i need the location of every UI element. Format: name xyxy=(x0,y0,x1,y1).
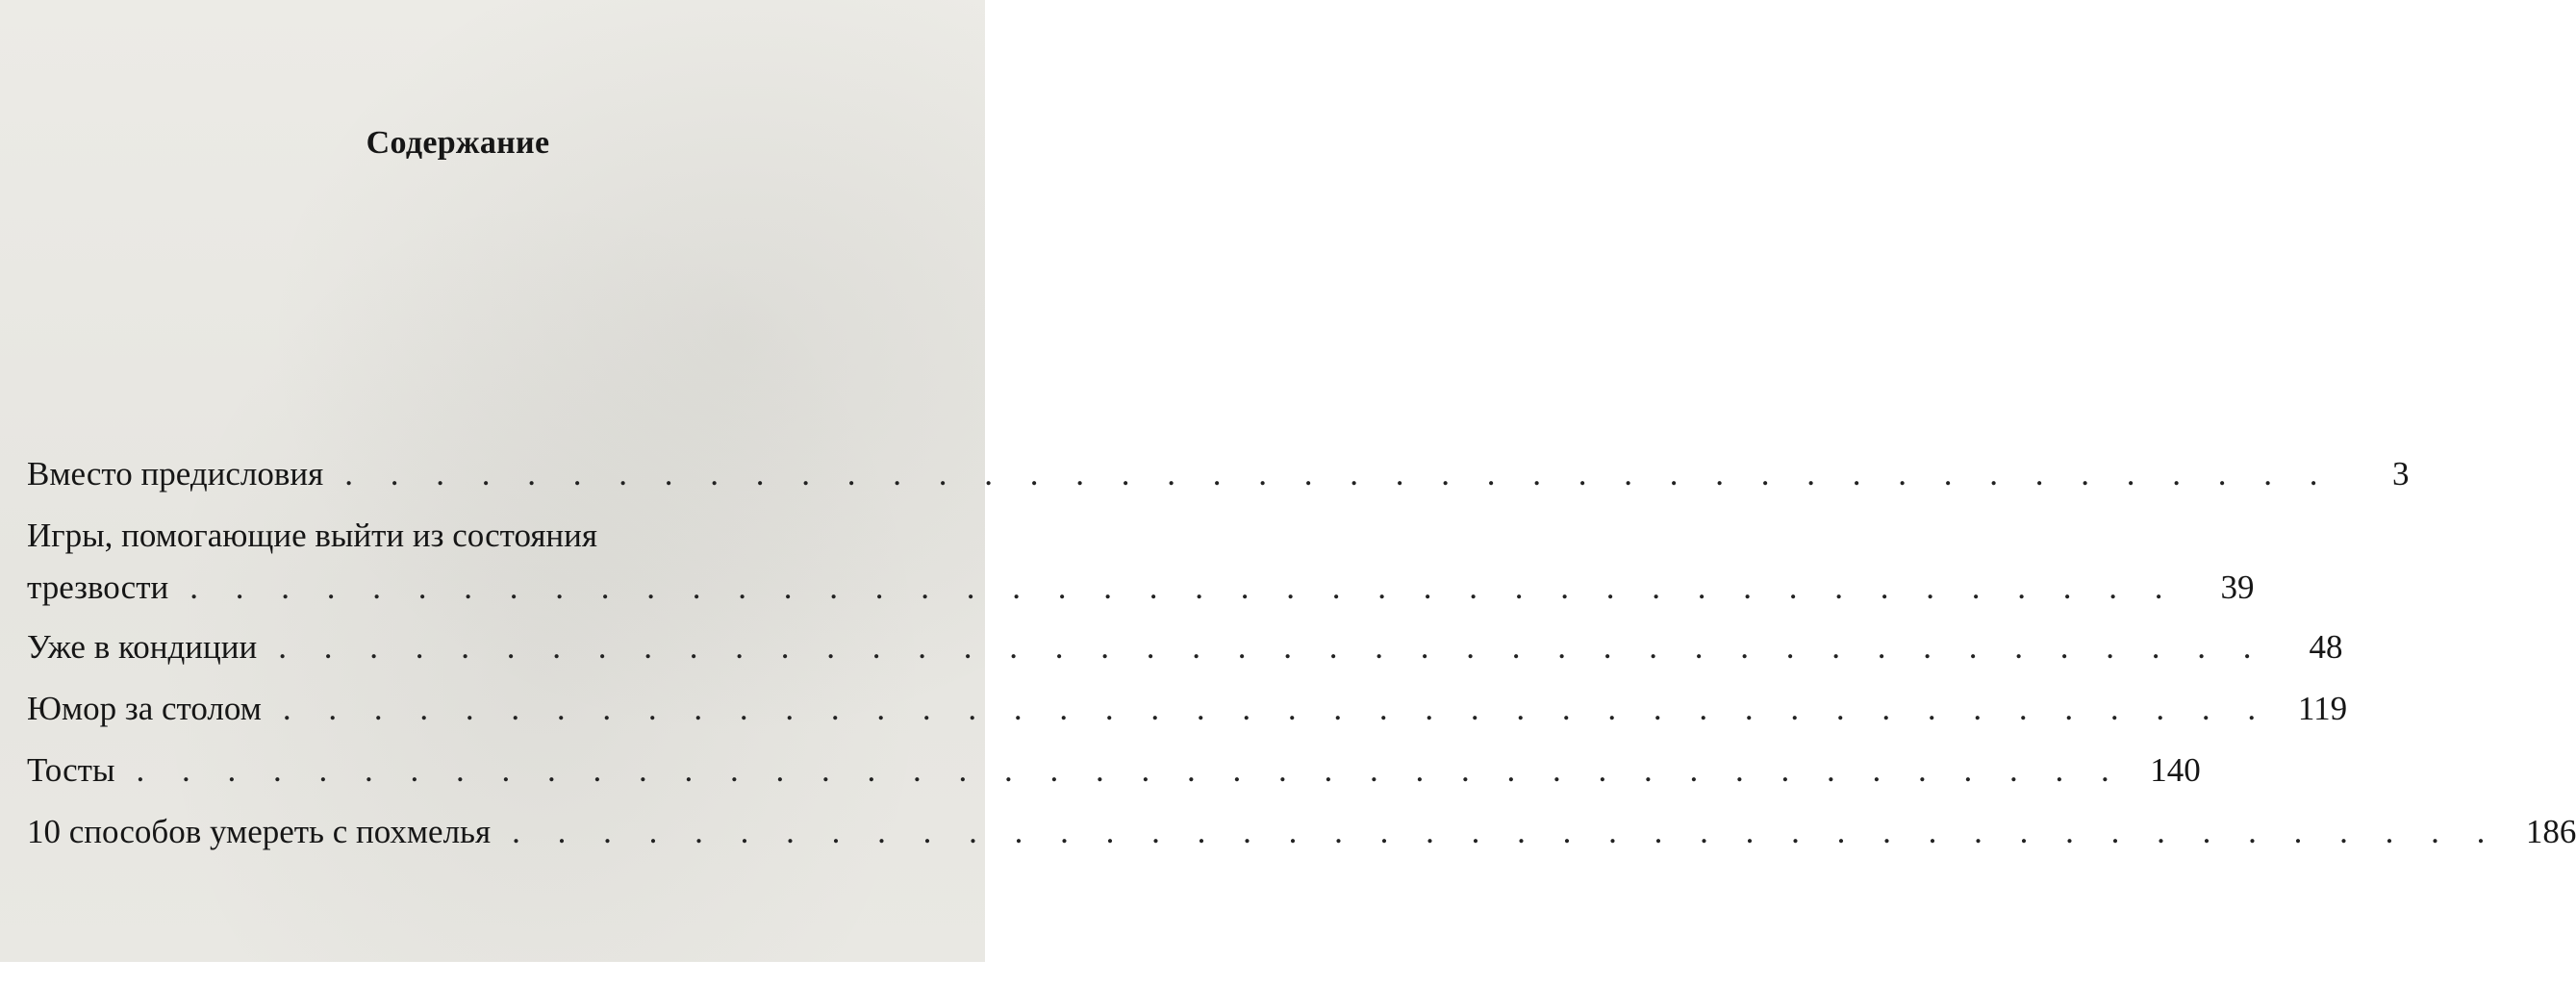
toc-entry-page: 140 xyxy=(2150,751,2201,789)
table-of-contents xyxy=(27,448,2576,858)
dot-leader: . . . . . . . . . . . . . . . . . . . . . . . . . . . . . . . . . . . . . . . . . . . . xyxy=(344,455,2333,492)
dot-leader: . . . . . . . . . . . . . . . . . . . . . . . . . . . . . . . . . . . . . . . . . . . . xyxy=(282,690,2271,727)
toc-entry xyxy=(27,621,2343,673)
toc-entry xyxy=(27,448,2410,500)
toc-entry-title-line1: Игры, помогающие выйти из состояния xyxy=(27,517,597,554)
toc-entry xyxy=(27,806,2576,858)
contents-heading: Содержание xyxy=(366,125,550,161)
toc-entry-page: 3 xyxy=(2391,455,2410,492)
toc-entry-page: 119 xyxy=(2297,690,2348,727)
toc-entry-title: Вместо предисловия xyxy=(27,455,324,492)
toc-entry xyxy=(27,510,2255,614)
toc-entry-title-line2: трезвости xyxy=(27,568,169,606)
toc-entry-title: 10 способов умереть с похмелья xyxy=(27,813,492,850)
toc-entry-title: Юмор за столом xyxy=(27,690,262,727)
toc-entry xyxy=(27,745,2201,796)
toc-entry-title: Уже в кондиции xyxy=(27,628,258,666)
toc-entry-page: 39 xyxy=(2220,568,2255,606)
dot-leader: . . . . . . . . . . . . . . . . . . . . . . . . . . . . . . . . . . . . . . . . . . . . xyxy=(189,568,2178,606)
toc-entry-page: 186 xyxy=(2525,813,2576,850)
scan-margin xyxy=(0,962,985,985)
dot-leader: . . . . . . . . . . . . . . . . . . . . . . . . . . . . . . . . . . . . . . . . . . . . xyxy=(136,751,2124,789)
toc-entry-page: 48 xyxy=(2309,628,2343,666)
toc-entry xyxy=(27,683,2348,735)
dot-leader: . . . . . . . . . . . . . . . . . . . . . . . . . . . . . . . . . . . . . . . . . . . . xyxy=(278,628,2266,666)
toc-entry-title: Тосты xyxy=(27,751,115,789)
dot-leader: . . . . . . . . . . . . . . . . . . . . . . . . . . . . . . . . . . . . . . . . . . . . xyxy=(512,813,2500,850)
